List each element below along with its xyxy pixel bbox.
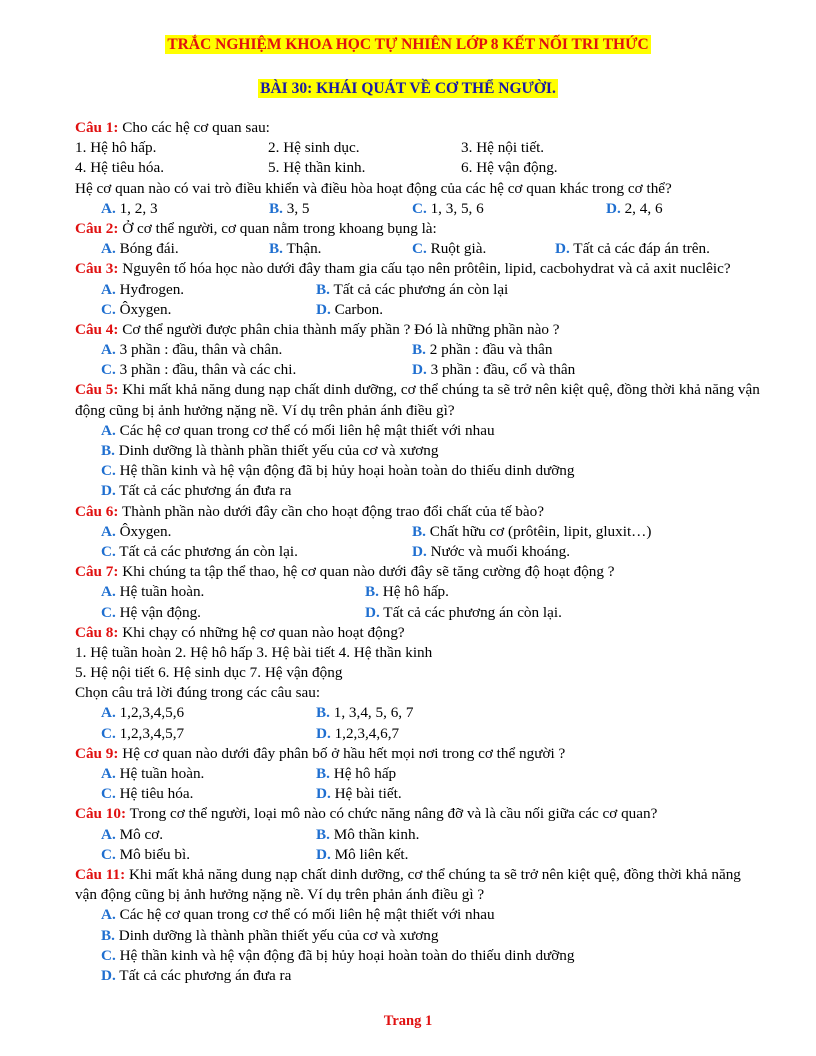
question-number: Câu 4: <box>75 320 119 338</box>
option-letter: A. <box>101 341 116 359</box>
answer-options <box>75 784 765 804</box>
option-text: Dinh dưỡng là thành phần thiết yếu của cơ và xương <box>118 442 439 460</box>
option-letter: A. <box>101 199 116 217</box>
option-text: 1, 2, 3 <box>119 199 158 217</box>
option-text: Hệ hô hấp. <box>382 583 449 601</box>
lesson-title <box>0 80 816 98</box>
option-letter: B. <box>101 926 115 944</box>
answer-options <box>75 461 765 481</box>
answer-option <box>412 239 555 259</box>
answer-options <box>75 522 765 542</box>
body-text: Hệ cơ quan nào có vai trò điều khiển và điều hòa hoạt động của các hệ cơ quan khác trong cơ thể? <box>75 179 672 197</box>
option-text: Tất cả các phương án còn lại. <box>383 603 562 621</box>
question-number: Câu 3: <box>75 260 119 278</box>
answer-option <box>316 300 383 320</box>
answer-options <box>75 441 765 461</box>
option-letter: B. <box>316 825 330 843</box>
answer-option <box>101 845 316 865</box>
answer-option <box>269 239 412 259</box>
option-text: Hệ tiêu hóa. <box>119 785 194 803</box>
list-item: 1. Hệ hô hấp. <box>75 139 157 157</box>
option-letter: C. <box>101 785 116 803</box>
answer-options <box>75 360 765 380</box>
question-text: Cho các hệ cơ quan sau: <box>118 119 270 136</box>
answer-option <box>101 300 316 320</box>
option-text: Mô liên kết. <box>334 845 409 863</box>
answer-options <box>75 300 765 320</box>
option-letter: C. <box>101 845 116 863</box>
option-text: Hệ thần kinh và hệ vận động đã bị hủy hoại hoàn toàn do thiếu dinh dưỡng <box>119 462 575 480</box>
option-text: Ôxygen. <box>119 300 172 318</box>
answer-options <box>75 199 765 219</box>
option-letter: A. <box>101 240 116 258</box>
option-text: Tất cả các phương án còn lại. <box>119 542 298 560</box>
question-stem <box>75 502 765 522</box>
option-text: 3 phần : đầu, thân và chân. <box>119 341 283 359</box>
option-text: Thận. <box>286 240 322 258</box>
question-text: Khi mất khả năng dung nạp chất dinh dưỡng, cơ thể chúng ta sẽ trở nên kiệt quệ, đồng thời khả năng vận động cũng bị ảnh hưởng nặng nề. Ví dụ trên phản ánh điều gì ? <box>75 865 741 904</box>
option-text: Carbon. <box>334 300 384 318</box>
answer-option <box>365 603 562 623</box>
option-letter: A. <box>101 825 116 843</box>
question-text: Nguyên tố hóa học nào dưới đây tham gia cấu tạo nên prôtêin, lipid, cacbohydrat và cả axit nuclêic? <box>118 260 731 278</box>
answer-option <box>101 441 439 461</box>
answer-option <box>101 481 291 501</box>
answer-options <box>75 764 765 784</box>
question-stem <box>75 623 765 643</box>
answer-options <box>75 481 765 501</box>
answer-option <box>101 825 316 845</box>
option-letter: C. <box>101 603 116 621</box>
answer-option <box>269 199 412 219</box>
question-text: Ở cơ thể người, cơ quan nằm trong khoang bụng là: <box>118 219 437 237</box>
option-text: Tất cả các phương án đưa ra <box>119 966 292 984</box>
option-text: Hệ tuần hoàn. <box>119 583 205 601</box>
option-letter: D. <box>412 542 427 560</box>
answer-option <box>412 340 552 360</box>
answer-option <box>412 522 651 542</box>
list-item: 3. Hệ nội tiết. <box>461 139 545 157</box>
option-text: 3 phần : đầu, thân và các chi. <box>119 361 297 379</box>
answer-option <box>316 724 399 744</box>
option-letter: A. <box>101 583 116 601</box>
body-text: 5. Hệ nội tiết 6. Hệ sinh dục 7. Hệ vận động <box>75 664 343 682</box>
option-text: Các hệ cơ quan trong cơ thể có mối liên hệ mật thiết với nhau <box>119 421 495 439</box>
answer-option <box>101 522 412 542</box>
question-text: Cơ thể người được phân chia thành mấy phần ? Đó là những phần nào ? <box>118 320 560 338</box>
option-text: 2 phần : đầu và thân <box>429 341 553 359</box>
option-letter: A. <box>101 421 116 439</box>
option-text: Bóng đái. <box>119 240 179 258</box>
option-letter: C. <box>101 946 116 964</box>
option-text: Tất cả các đáp án trên. <box>573 240 710 258</box>
answer-option <box>316 845 408 865</box>
option-letter: B. <box>101 442 115 460</box>
question-list <box>75 118 765 986</box>
option-letter: C. <box>101 361 116 379</box>
question-text: Hệ cơ quan nào dưới đây phân bố ở hầu hết mọi nơi trong cơ thể người ? <box>118 744 566 762</box>
organ-system-list <box>75 138 765 158</box>
option-letter: C. <box>101 724 116 742</box>
option-text: 3, 5 <box>286 199 310 217</box>
option-text: 1,2,3,4,5,6 <box>119 704 185 722</box>
option-text: Ôxygen. <box>119 522 172 540</box>
question-stem <box>75 562 765 582</box>
option-letter: D. <box>101 966 116 984</box>
option-letter: A. <box>101 765 116 783</box>
question-text: Trong cơ thể người, loại mô nào có chức năng nâng đỡ và là cầu nối giữa các cơ quan? <box>126 805 658 823</box>
question-text: Khi mất khả năng dung nạp chất dinh dưỡng, cơ thể chúng ta sẽ trở nên kiệt quệ, đồng thời khả năng vận động cũng bị ảnh hưởng nặng nề. Ví dụ trên phản ánh điều gì? <box>75 381 760 419</box>
answer-options <box>75 703 765 723</box>
option-text: Chất hữu cơ (prôtêin, lipit, gluxit…) <box>429 522 652 540</box>
answer-option <box>606 199 663 219</box>
question-number: Câu 2: <box>75 219 119 237</box>
option-text: Hệ thần kinh và hệ vận động đã bị hủy hoại hoàn toàn do thiếu dinh dưỡng <box>119 946 575 964</box>
answer-option <box>316 703 413 723</box>
option-letter: D. <box>316 785 331 803</box>
answer-options <box>75 845 765 865</box>
question-number: Câu 6: <box>75 502 119 520</box>
option-text: 1,2,3,4,6,7 <box>334 724 400 742</box>
answer-option <box>101 199 269 219</box>
question-number: Câu 1: <box>75 119 119 136</box>
question-stem <box>75 259 765 279</box>
option-text: Tất cả các phương án còn lại <box>333 280 509 298</box>
answer-options <box>75 825 765 845</box>
option-letter: B. <box>412 341 426 359</box>
option-text: 2, 4, 6 <box>624 199 663 217</box>
option-letter: D. <box>316 845 331 863</box>
question-stem <box>75 118 765 138</box>
option-letter: A. <box>101 704 116 722</box>
option-letter: C. <box>412 199 427 217</box>
answer-option <box>101 603 365 623</box>
answer-option <box>101 280 316 300</box>
answer-options <box>75 582 765 602</box>
page-number: Trang 1 <box>383 1013 433 1029</box>
option-letter: A. <box>101 280 116 298</box>
option-letter: C. <box>101 462 116 480</box>
option-letter: B. <box>412 522 426 540</box>
answer-option <box>316 825 419 845</box>
answer-option <box>412 360 575 380</box>
option-letter: B. <box>316 704 330 722</box>
answer-option <box>316 764 396 784</box>
answer-options <box>75 239 765 259</box>
question-stem <box>75 320 765 340</box>
answer-option <box>316 280 508 300</box>
page-footer <box>0 1012 816 1030</box>
list-item: 4. Hệ tiêu hóa. <box>75 159 164 177</box>
answer-options <box>75 966 765 986</box>
answer-option <box>101 703 316 723</box>
option-letter: C. <box>412 240 427 258</box>
option-text: Nước và muối khoáng. <box>430 542 570 560</box>
option-letter: D. <box>555 240 570 258</box>
option-letter: C. <box>101 542 116 560</box>
question-number: Câu 9: <box>75 744 119 762</box>
option-text: Hệ hô hấp <box>333 765 397 783</box>
lesson-title-text: BÀI 30: KHÁI QUÁT VỀ CƠ THỂ NGƯỜI. <box>260 80 556 97</box>
question-stem <box>75 744 765 764</box>
answer-option <box>101 421 495 441</box>
body-text: Chọn câu trả lời đúng trong các câu sau: <box>75 684 321 702</box>
option-text: Dinh dưỡng là thành phần thiết yếu của cơ và xương <box>118 926 439 944</box>
organ-system-list <box>75 158 765 178</box>
option-letter: D. <box>101 482 116 500</box>
answer-option <box>101 239 269 259</box>
answer-options <box>75 946 765 966</box>
question-number: Câu 11: <box>75 865 126 883</box>
answer-option <box>101 926 439 946</box>
list-item: 2. Hệ sinh dục. <box>268 139 360 157</box>
document-title-text: TRẮC NGHIỆM KHOA HỌC TỰ NHIÊN LỚP 8 KẾT NỐI TRI THỨC <box>167 36 649 53</box>
option-letter: B. <box>316 765 330 783</box>
option-text: Hệ bài tiết. <box>334 785 402 803</box>
question-stem <box>75 865 765 905</box>
option-text: Hệ tuần hoàn. <box>119 765 205 783</box>
option-text: 1, 3, 5, 6 <box>430 199 484 217</box>
option-text: Mô thần kinh. <box>333 825 420 843</box>
answer-option <box>101 340 412 360</box>
answer-option <box>101 360 412 380</box>
answer-option <box>412 542 570 562</box>
question-number: Câu 8: <box>75 623 119 641</box>
question-number: Câu 7: <box>75 563 119 581</box>
option-letter: A. <box>101 522 116 540</box>
answer-option <box>101 542 412 562</box>
option-letter: B. <box>316 280 330 298</box>
answer-option <box>101 724 316 744</box>
answer-option <box>101 764 316 784</box>
option-letter: D. <box>365 603 380 621</box>
question-text: Khi chạy có những hệ cơ quan nào hoạt động? <box>118 623 405 641</box>
answer-options <box>75 421 765 441</box>
answer-option <box>101 966 291 986</box>
option-letter: A. <box>101 906 116 924</box>
answer-option <box>316 784 402 804</box>
option-text: Hệ vận động. <box>119 603 201 621</box>
option-text: 1, 3,4, 5, 6, 7 <box>333 704 414 722</box>
answer-option <box>101 461 575 481</box>
option-letter: C. <box>101 300 116 318</box>
question-number: Câu 10: <box>75 805 127 823</box>
option-text: Hyđrogen. <box>119 280 185 298</box>
document-title <box>0 36 816 54</box>
list-item: 5. Hệ thần kinh. <box>268 159 366 177</box>
answer-options <box>75 926 765 946</box>
body-text: 1. Hệ tuần hoàn 2. Hệ hô hấp 3. Hệ bài tiết 4. Hệ thần kinh <box>75 643 433 661</box>
answer-options <box>75 603 765 623</box>
option-letter: D. <box>412 361 427 379</box>
question-text: Khi chúng ta tập thể thao, hệ cơ quan nào dưới đây sẽ tăng cường độ hoạt động ? <box>118 563 615 581</box>
question-stem <box>75 380 765 420</box>
question-text: Thành phần nào dưới đây cần cho hoạt động trao đổi chất của tế bào? <box>118 502 544 520</box>
option-letter: D. <box>606 199 621 217</box>
answer-option <box>101 946 575 966</box>
question-stem <box>75 219 765 239</box>
option-letter: B. <box>269 240 283 258</box>
option-letter: D. <box>316 724 331 742</box>
option-text: Ruột già. <box>430 240 487 258</box>
answer-options <box>75 724 765 744</box>
answer-option <box>365 582 449 602</box>
answer-option <box>555 239 710 259</box>
option-text: Mô cơ. <box>119 825 164 843</box>
question-stem <box>75 804 765 824</box>
option-text: Mô biểu bì. <box>119 845 191 863</box>
answer-options <box>75 280 765 300</box>
answer-option <box>412 199 606 219</box>
option-letter: D. <box>316 300 331 318</box>
answer-option <box>101 905 495 925</box>
option-text: Tất cả các phương án đưa ra <box>119 482 292 500</box>
option-text: 3 phần : đầu, cổ và thân <box>430 361 576 379</box>
answer-options <box>75 340 765 360</box>
answer-option <box>101 784 316 804</box>
option-text: Các hệ cơ quan trong cơ thể có mối liên hệ mật thiết với nhau <box>119 906 495 924</box>
option-letter: B. <box>365 583 379 601</box>
option-letter: B. <box>269 199 283 217</box>
answer-option <box>101 582 365 602</box>
list-item: 6. Hệ vận động. <box>461 159 558 177</box>
answer-options <box>75 542 765 562</box>
option-text: 1,2,3,4,5,7 <box>119 724 185 742</box>
question-number: Câu 5: <box>75 381 119 399</box>
answer-options <box>75 905 765 925</box>
